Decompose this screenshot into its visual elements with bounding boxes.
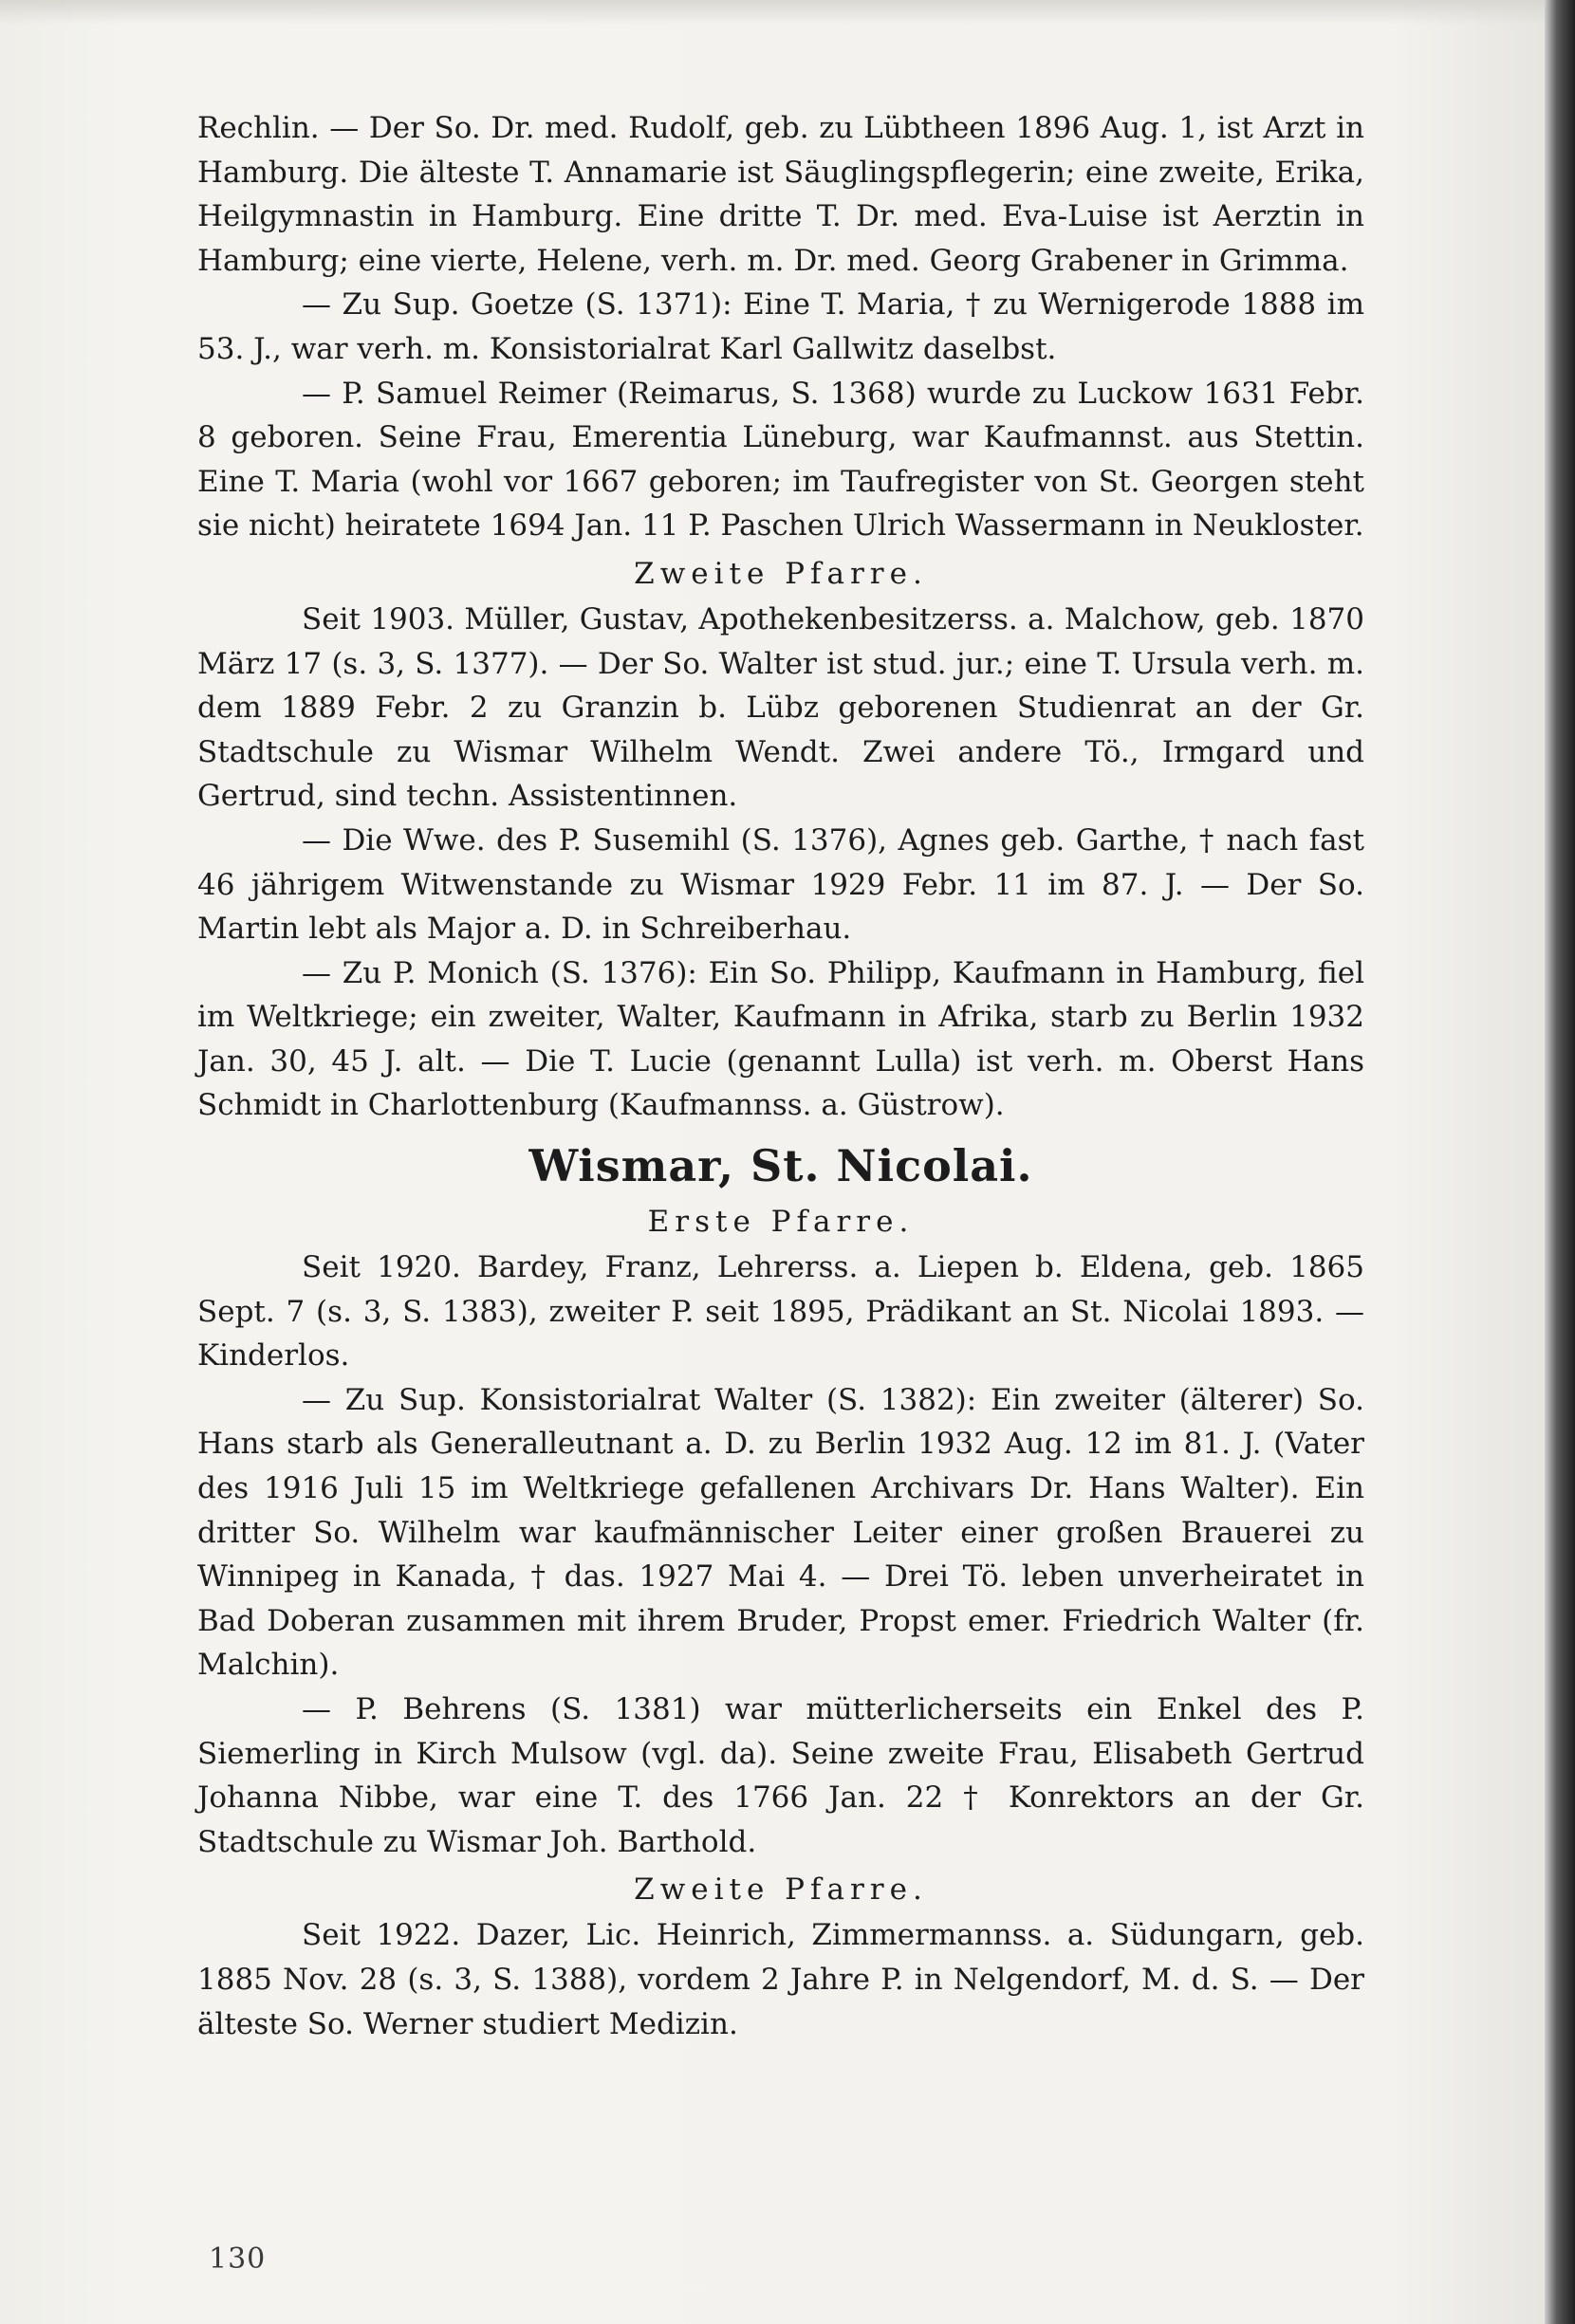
- paragraph: — P. Samuel Reimer (Reimarus, S. 1368) wurde zu Luckow 1631 Febr. 8 geboren. Seine Frau, Emerentia Lüneburg, war Kaufmannst. aus Stettin. Eine T. Maria (wohl vor 1667 geboren; im Taufregister von St. Georgen steht sie nicht) heiratete 1694 Jan. 11 P. Paschen Ulrich Wassermann in Neukloster.: [197, 376, 1364, 544]
- page-top-shadow: [0, 0, 1545, 25]
- section-heading: Erste Pfarre.: [647, 1205, 915, 1240]
- place-title: Wismar, St. Nicolai.: [528, 1140, 1033, 1192]
- paragraph: — Zu Sup. Goetze (S. 1371): Eine T. Maria, † zu Wernigerode 1888 im 53. J., war verh. m. Konsistorialrat Karl Gallwitz daselbst.: [197, 287, 1364, 366]
- paragraph: Seit 1922. Dazer, Lic. Heinrich, Zimmermannss. a. Südungarn, geb. 1885 Nov. 28 (s. 3, S. 1388), vordem 2 Jahre P. in Nelgendorf, M. d. S. — Der älteste So. Werner studiert Medizin.: [197, 1918, 1364, 2041]
- book-gutter-shadow: [1545, 0, 1575, 2324]
- page-text: [197, 106, 1364, 2046]
- paragraph: — Zu P. Monich (S. 1376): Ein So. Philipp, Kaufmann in Hamburg, fiel im Weltkriege; ein zweiter, Walter, Kaufmann in Afrika, starb zu Berlin 1932 Jan. 30, 45 J. alt. — Die T. Lucie (genannt Lulla) ist verh. m. Oberst Hans Schmidt in Charlottenburg (Kaufmannss. a. Güstrow).: [197, 955, 1364, 1123]
- paragraph: Seit 1903. Müller, Gustav, Apothekenbesitzerss. a. Malchow, geb. 1870 März 17 (s. 3, S. 1377). — Der So. Walter ist stud. jur.; eine T. Ursula verh. m. dem 1889 Febr. 2 zu Granzin b. Lübz geborenen Studienrat an der Gr. Stadtschule zu Wismar Wilhelm Wendt. Zwei andere Tö., Irmgard und Gertrud, sind techn. Assistentinnen.: [197, 601, 1364, 814]
- paragraph: — P. Behrens (S. 1381) war mütterlicherseits ein Enkel des P. Siemerling in Kirch Mulsow (vgl. da). Seine zweite Frau, Elisabeth Gertrud Johanna Nibbe, war eine T. des 1766 Jan. 22 † Konrektors an der Gr. Stadtschule zu Wismar Joh. Barthold.: [197, 1692, 1364, 1859]
- paragraph: — Die Wwe. des P. Susemihl (S. 1376), Agnes geb. Garthe, † nach fast 46 jährigem Witwenstande zu Wismar 1929 Febr. 11 im 87. J. — Der So. Martin lebt als Major a. D. in Schreiberhau.: [197, 822, 1364, 947]
- paragraph: Seit 1920. Bardey, Franz, Lehrerss. a. Liepen b. Eldena, geb. 1865 Sept. 7 (s. 3, S. 1383), zweiter P. seit 1895, Prädikant an St. Nicolai 1893. — Kinderlos.: [197, 1250, 1364, 1374]
- paragraph: — Zu Sup. Konsistorialrat Walter (S. 1382): Ein zweiter (älterer) So. Hans starb als Generalleutnant a. D. zu Berlin 1932 Aug. 12 im 81. J. (Vater des 1916 Juli 15 im Weltkriege gefallenen Archivars Dr. Hans Walter). Ein dritter So. Wilhelm war kaufmännischer Leiter einer großen Brauerei zu Winnipeg in Kanada, † das. 1927 Mai 4. — Drei Tö. leben unverheiratet in Bad Doberan zusammen mit ihrem Bruder, Propst emer. Friedrich Walter (fr. Malchin).: [197, 1382, 1364, 1683]
- page-number: 130: [209, 2242, 267, 2276]
- paragraph: Rechlin. — Der So. Dr. med. Rudolf, geb. zu Lübtheen 1896 Aug. 1, ist Arzt in Hamburg. Die älteste T. Annamarie ist Säuglingspflegerin; eine zweite, Erika, Heilgymnastin in Hamburg. Eine dritte T. Dr. med. Eva-Luise ist Aerztin in Hamburg; eine vierte, Helene, verh. m. Dr. med. Georg Grabener in Grimma.: [197, 111, 1364, 278]
- section-heading: Zweite Pfarre.: [634, 1872, 928, 1908]
- section-heading: Zweite Pfarre.: [634, 556, 928, 591]
